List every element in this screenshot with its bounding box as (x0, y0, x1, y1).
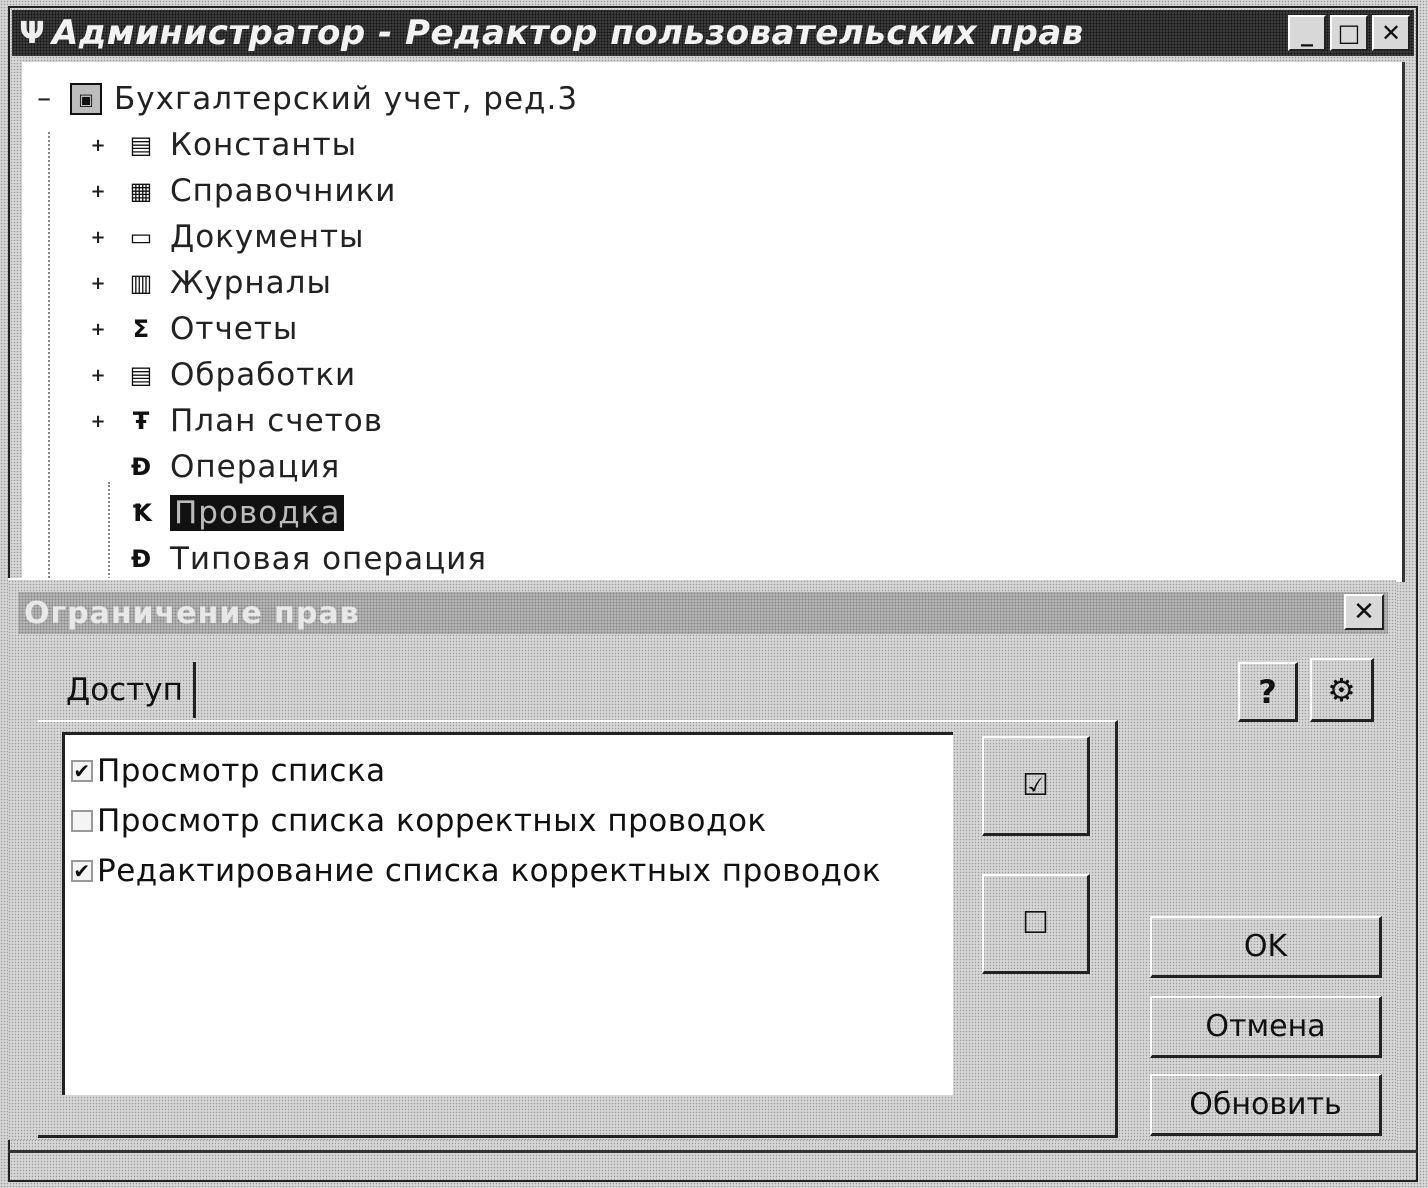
check-all-icon: ☑ (1022, 768, 1049, 803)
tree-item-label: Документы (170, 219, 365, 255)
tab-access[interactable] (56, 662, 196, 718)
window-controls (1288, 15, 1410, 51)
dialog-title-bar[interactable] (18, 592, 1388, 634)
permission-edit-correct-entries[interactable] (71, 849, 881, 893)
checkbox-unchecked[interactable] (71, 810, 93, 832)
tree-root[interactable] (34, 76, 578, 122)
catalogs-icon: ▦ (129, 177, 153, 205)
restriction-dialog (8, 578, 1396, 1140)
checkbox-checked[interactable]: ✔ (71, 760, 93, 782)
tree-item-label-selected: Проводка (170, 495, 344, 531)
tool-icon: ⚙ (1327, 670, 1356, 709)
tree-item-documents[interactable] (88, 214, 365, 260)
journals-icon: ▥ (129, 269, 153, 297)
minimize-button[interactable]: _ (1288, 15, 1326, 51)
tree-item-constants[interactable] (88, 122, 357, 168)
cancel-button[interactable]: Отмена (1150, 996, 1382, 1058)
expand-icon[interactable]: + (90, 272, 106, 294)
tree-item-label: Журналы (170, 265, 332, 301)
tree-item-journals[interactable] (88, 260, 332, 306)
expand-icon[interactable]: + (90, 364, 106, 386)
collapse-icon[interactable]: − (36, 88, 52, 110)
ok-button[interactable]: OK (1150, 916, 1382, 978)
tree-item-reports[interactable] (88, 306, 298, 352)
title-bar[interactable] (12, 10, 1414, 56)
tree-item-label: План счетов (170, 403, 383, 439)
permissions-list[interactable] (62, 732, 953, 1095)
checkbox-checked[interactable]: ✔ (71, 860, 93, 882)
tree-item-operation[interactable] (124, 444, 340, 490)
window-title: Администратор - Редактор пользовательских прав (52, 13, 1084, 53)
tree-item-entry[interactable] (124, 490, 344, 536)
permission-view-list[interactable] (71, 749, 386, 793)
tree-guide-line (108, 482, 110, 582)
reports-icon: Σ (132, 315, 150, 343)
close-button[interactable]: ✕ (1372, 15, 1410, 51)
tab-access-label: Доступ (66, 672, 183, 708)
operation-icon: Ɖ (130, 453, 152, 481)
tree-item-typical-operation[interactable] (124, 536, 487, 582)
select-all-button[interactable] (982, 736, 1090, 836)
help-button[interactable] (1238, 662, 1298, 722)
tree-item-label: Операция (170, 449, 341, 485)
tree-guide-line (48, 132, 50, 582)
processing-icon: ▤ (129, 361, 153, 389)
permission-view-correct-entries[interactable] (71, 799, 767, 843)
permission-label: Просмотр списка корректных проводок (97, 803, 767, 839)
entry-icon: Ꝁ (133, 499, 149, 527)
tree-item-label: Обработки (170, 357, 357, 393)
permission-label: Редактирование списка корректных проводок (97, 853, 882, 889)
tree-item-chart-of-accounts[interactable] (88, 398, 383, 444)
documents-icon: ▭ (129, 223, 153, 251)
expand-icon[interactable]: + (90, 180, 106, 202)
tree-item-processing[interactable] (88, 352, 356, 398)
dialog-close-button[interactable]: ✕ (1344, 594, 1384, 630)
permission-label: Просмотр списка (97, 753, 386, 789)
typical-operation-icon: Ɖ (130, 545, 152, 573)
dialog-title: Ограничение прав (24, 595, 360, 631)
constants-icon: ▤ (129, 131, 153, 159)
expand-icon[interactable]: + (90, 134, 106, 156)
refresh-button[interactable]: Обновить (1150, 1074, 1382, 1136)
config-icon: ▣ (70, 83, 102, 115)
chart-of-accounts-icon: Ŧ (132, 407, 150, 435)
trident-icon: Ψ (19, 15, 45, 51)
expand-icon[interactable]: + (90, 318, 106, 340)
expand-icon[interactable]: + (90, 410, 106, 432)
access-tab-panel (38, 720, 1118, 1138)
tree-item-catalogs[interactable] (88, 168, 396, 214)
tree-item-label: Типовая операция (170, 541, 487, 577)
rights-tree[interactable] (22, 62, 1405, 582)
tool-button[interactable] (1310, 658, 1374, 722)
uncheck-all-icon: ☐ (1022, 906, 1049, 941)
expand-icon[interactable]: + (90, 226, 106, 248)
tree-item-label: Отчеты (170, 311, 299, 347)
tree-root-label: Бухгалтерский учет, ред.3 (114, 81, 579, 117)
help-icon: ? (1258, 672, 1277, 711)
clear-all-button[interactable] (982, 874, 1090, 974)
maximize-button[interactable]: □ (1330, 15, 1368, 51)
window-bottom-border (8, 1150, 1418, 1153)
tree-item-label: Справочники (170, 173, 397, 209)
tree-item-label: Константы (170, 127, 358, 163)
